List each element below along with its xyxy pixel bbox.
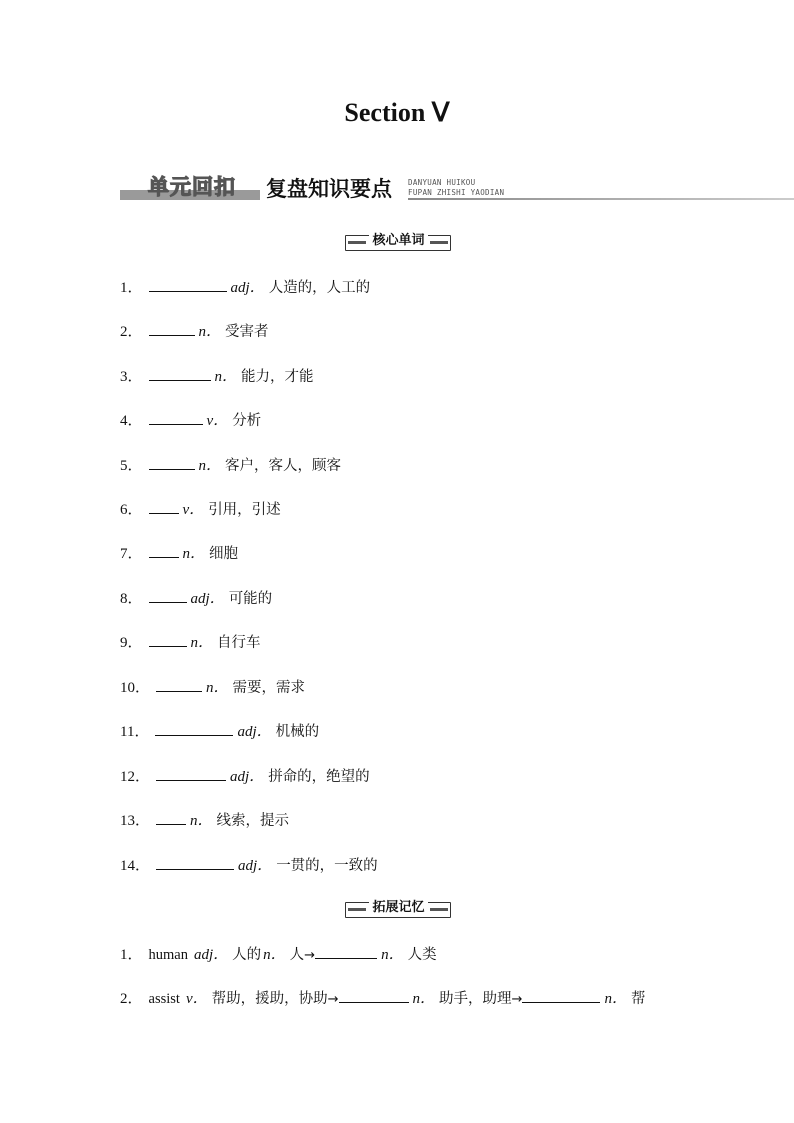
item-number: 10． bbox=[120, 680, 151, 696]
meaning: 人造的，人工的 bbox=[268, 280, 371, 296]
meaning: 助手，助理 bbox=[439, 991, 512, 1007]
answer-blank[interactable] bbox=[149, 631, 187, 647]
subsection-label: 拓展记忆 bbox=[369, 900, 427, 915]
part-of-speech: adj． bbox=[238, 858, 273, 874]
meaning: 能力，才能 bbox=[241, 369, 314, 385]
page-title: Section Ⅴ bbox=[344, 98, 450, 127]
meaning: 一贯的，一致的 bbox=[276, 858, 378, 874]
vocab-row bbox=[120, 676, 305, 698]
answer-blank[interactable] bbox=[149, 498, 179, 514]
item-number: 4． bbox=[120, 413, 143, 429]
item-number: 1． bbox=[120, 947, 143, 963]
banner-pinyin bbox=[408, 178, 504, 197]
meaning: 分析 bbox=[232, 413, 262, 429]
vocab-row bbox=[120, 720, 319, 742]
answer-blank[interactable] bbox=[522, 987, 600, 1003]
part-of-speech: n． bbox=[381, 947, 404, 963]
vocab-row bbox=[120, 765, 370, 787]
vocab-row bbox=[120, 365, 314, 387]
item-number: 13． bbox=[120, 813, 151, 829]
meaning: 人类 bbox=[407, 947, 437, 963]
part-of-speech: n． bbox=[190, 635, 214, 651]
meaning: 客户，客人，顾客 bbox=[225, 458, 342, 474]
vocab-row bbox=[120, 276, 370, 298]
answer-blank[interactable] bbox=[149, 276, 227, 292]
answer-blank[interactable] bbox=[149, 365, 211, 381]
meaning: 可能的 bbox=[228, 591, 273, 607]
part-of-speech: n． bbox=[198, 324, 222, 340]
banner-tag: 单元回扣 bbox=[148, 175, 236, 199]
meaning: 线索，提示 bbox=[216, 813, 290, 829]
part-of-speech: v． bbox=[182, 502, 205, 518]
vocab-row bbox=[120, 454, 341, 476]
answer-blank[interactable] bbox=[156, 854, 234, 870]
part-of-speech: n． bbox=[198, 458, 222, 474]
arrow-icon: → bbox=[511, 992, 523, 1007]
meaning: 人 bbox=[289, 947, 305, 963]
answer-blank[interactable] bbox=[149, 454, 195, 470]
part-of-speech: adj． bbox=[193, 947, 229, 963]
item-number: 2． bbox=[120, 324, 143, 340]
meaning: 拼命的，绝望的 bbox=[268, 769, 370, 785]
part-of-speech: adj． bbox=[230, 769, 265, 785]
vocab-row bbox=[120, 587, 272, 609]
part-of-speech: n． bbox=[190, 813, 213, 829]
meaning: 帮助，援助，协助 bbox=[211, 991, 328, 1007]
item-number: 7． bbox=[120, 546, 143, 562]
answer-blank[interactable] bbox=[149, 320, 195, 336]
item-number: 5． bbox=[120, 458, 143, 474]
vocab-row bbox=[120, 542, 238, 564]
arrow-icon: → bbox=[304, 948, 316, 963]
item-number: 14． bbox=[120, 858, 151, 874]
part-of-speech: n． bbox=[214, 369, 238, 385]
vocab-row bbox=[120, 631, 261, 653]
vocab-row bbox=[120, 809, 289, 831]
meaning: 引用，引述 bbox=[208, 502, 281, 518]
part-of-speech: adj． bbox=[230, 280, 265, 296]
vocab-row bbox=[120, 320, 269, 342]
answer-blank[interactable] bbox=[315, 943, 377, 959]
banner-rule bbox=[408, 198, 794, 200]
item-number: 1． bbox=[120, 280, 143, 296]
item-number: 6． bbox=[120, 502, 143, 518]
meaning: 需要，需求 bbox=[232, 680, 306, 696]
vocab-row bbox=[120, 498, 281, 520]
item-number: 9． bbox=[120, 635, 143, 651]
meaning: 自行车 bbox=[217, 635, 261, 651]
item-number: 11． bbox=[120, 724, 150, 740]
meaning: 受害者 bbox=[225, 324, 269, 340]
item-number: 2． bbox=[120, 991, 143, 1007]
part-of-speech: v． bbox=[185, 991, 208, 1007]
arrow-icon: → bbox=[327, 992, 339, 1007]
vocab-row bbox=[120, 854, 378, 876]
meaning: 帮 bbox=[630, 991, 646, 1007]
answer-blank[interactable] bbox=[149, 587, 187, 603]
part-of-speech: n． bbox=[206, 680, 229, 696]
answer-blank[interactable] bbox=[156, 765, 226, 781]
part-of-speech: v． bbox=[206, 413, 229, 429]
expand-row bbox=[120, 943, 437, 965]
answer-blank[interactable] bbox=[155, 720, 233, 736]
item-number: 8． bbox=[120, 591, 143, 607]
banner-pinyin-line1: DANYUAN HUIKOU bbox=[408, 178, 476, 187]
vocab-row bbox=[120, 409, 261, 431]
banner-heading: 复盘知识要点 bbox=[266, 177, 392, 201]
part-of-speech: n． bbox=[182, 546, 206, 562]
part-of-speech: n． bbox=[263, 947, 286, 963]
answer-blank[interactable] bbox=[156, 809, 186, 825]
base-word: assist bbox=[148, 991, 180, 1007]
part-of-speech: n． bbox=[604, 991, 627, 1007]
base-word: human bbox=[148, 947, 188, 963]
meaning: 人的 bbox=[232, 947, 262, 963]
part-of-speech: n． bbox=[412, 991, 436, 1007]
section-banner bbox=[120, 172, 794, 208]
meaning: 机械的 bbox=[275, 724, 320, 740]
item-number: 12． bbox=[120, 769, 151, 785]
subsection-core-words bbox=[0, 232, 794, 252]
answer-blank[interactable] bbox=[339, 987, 409, 1003]
part-of-speech: adj． bbox=[237, 724, 272, 740]
answer-blank[interactable] bbox=[156, 676, 202, 692]
answer-blank[interactable] bbox=[149, 409, 203, 425]
item-number: 3． bbox=[120, 369, 143, 385]
part-of-speech: adj． bbox=[190, 591, 225, 607]
banner-pinyin-line2: FUPAN ZHISHI YAODIAN bbox=[408, 187, 505, 197]
expand-row bbox=[120, 987, 645, 1009]
subsection-label: 核心单词 bbox=[369, 233, 427, 248]
meaning: 细胞 bbox=[209, 546, 239, 562]
subsection-expand-memory bbox=[0, 899, 794, 919]
answer-blank[interactable] bbox=[149, 542, 179, 558]
